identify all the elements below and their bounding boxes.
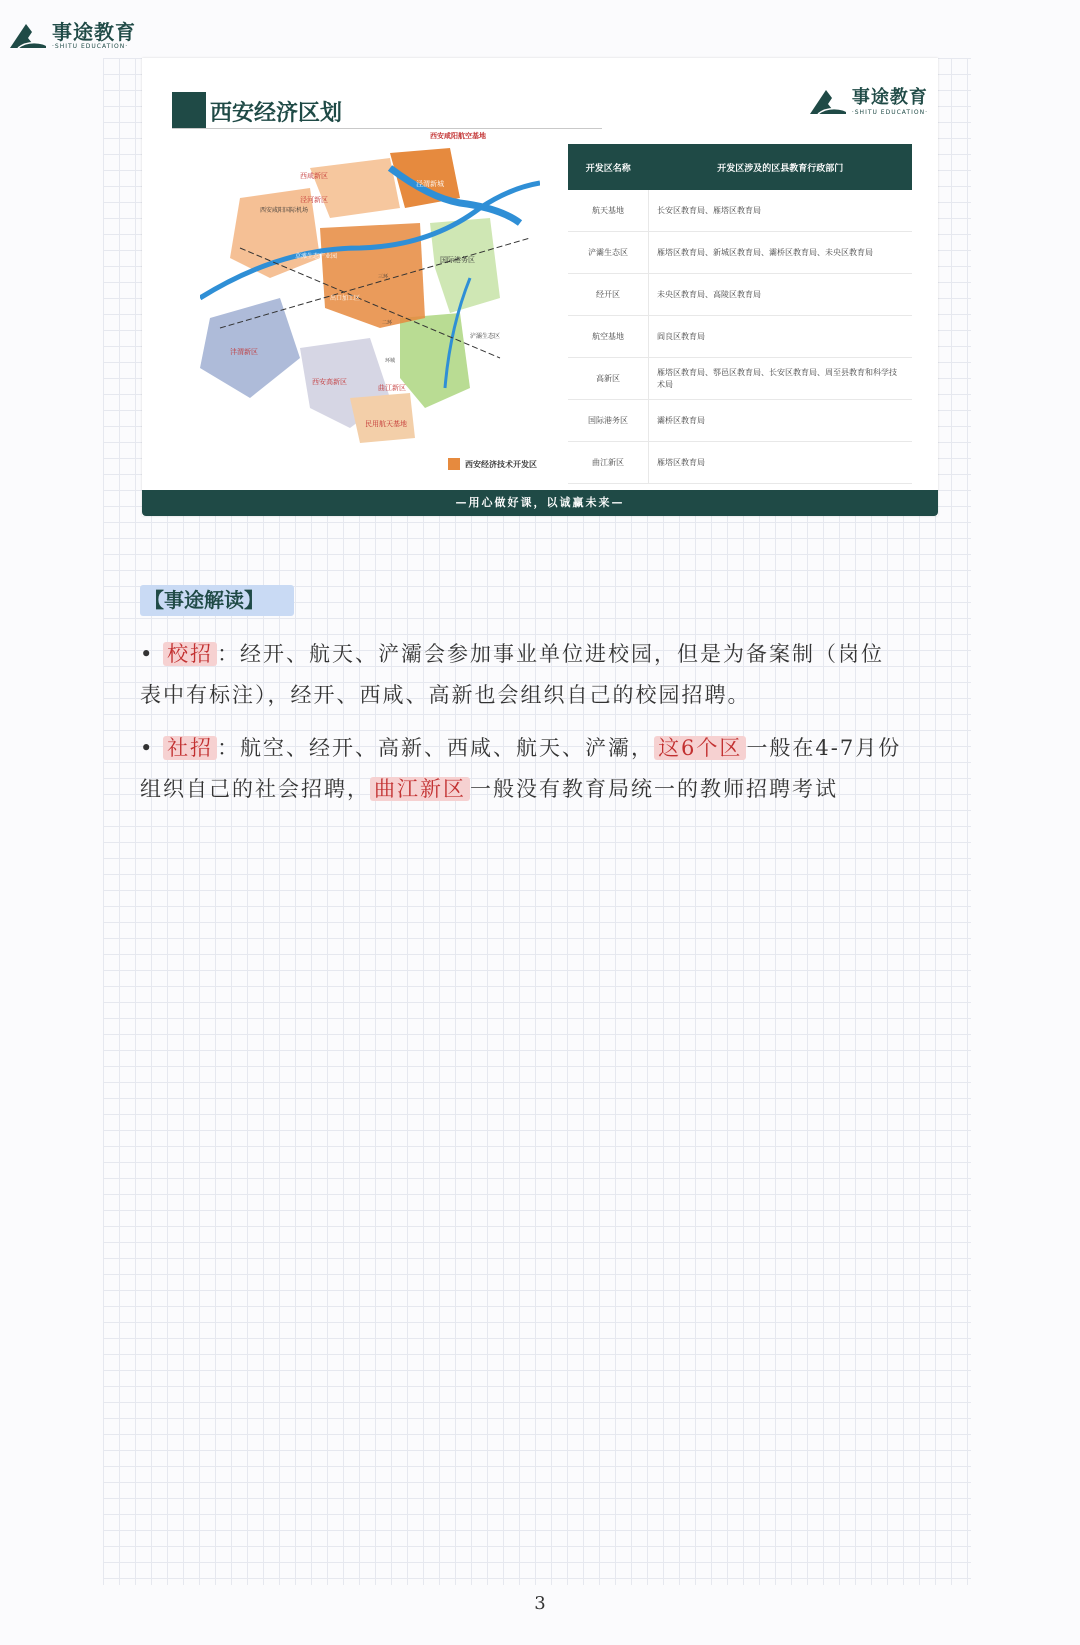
map-label-weihe: 草滩生态产业园 (295, 253, 338, 260)
zone-name: 曲江新区 (568, 442, 649, 484)
header-logo (8, 20, 136, 50)
highlight-social: 社招 (163, 736, 217, 760)
zone-name: 航空基地 (568, 316, 649, 358)
map-label-erhuan: 二环 (382, 320, 393, 326)
social-text-d: 一般没有教育局统一的教师招聘考试 (470, 777, 838, 801)
map-label-chukou: 出口加工区 (330, 295, 361, 302)
map-zone-hangtian (350, 393, 415, 443)
table-row (568, 400, 912, 442)
slide-title: 西安经济区划 (210, 100, 343, 126)
legend-swatch (448, 458, 460, 470)
map-label-chanba: 浐灞生态区 (470, 333, 501, 340)
zone-table-header-name: 开发区名称 (568, 144, 649, 190)
social-text-a: ：航空、经开、高新、西咸、航天、浐灞， (217, 736, 655, 760)
zone-dept: 雁塔区教育局、新城区教育局、灞桥区教育局、未央区教育局 (649, 232, 913, 274)
bullet: • (140, 642, 164, 666)
zone-name: 经开区 (568, 274, 649, 316)
map-label-hangtian: 民用航天基地 (365, 420, 407, 428)
table-row (568, 190, 912, 232)
map-zone-qujiang (400, 313, 470, 408)
zone-dept: 灞桥区教育局 (649, 400, 913, 442)
campus-text-2: 表中有标注），经开、西咸、高新也会组织自己的校园招聘。 (140, 683, 751, 707)
xian-zone-map (200, 128, 540, 488)
highlight-campus: 校招 (163, 642, 217, 666)
map-label-zhongxin: 中心区 (340, 321, 359, 328)
zone-dept: 长安区教育局、雁塔区教育局 (649, 190, 913, 232)
paragraph-social-recruit (140, 728, 940, 810)
zone-name: 浐灞生态区 (568, 232, 649, 274)
zone-dept: 雁塔区教育局 (649, 442, 913, 484)
map-label-fengxi: 沣渭新区 (230, 348, 258, 356)
paragraph-campus-recruit (140, 634, 940, 716)
zone-dept: 雁塔区教育局、鄠邑区教育局、长安区教育局、周至县教育和科学技术局 (649, 358, 913, 400)
map-label-airport: 西安咸阳航空基地 (430, 132, 486, 140)
map-label-intl-port: 国际港务区 (440, 256, 475, 264)
paragraph-social-line-2 (140, 769, 940, 810)
zone-dept: 阎良区教育局 (649, 316, 913, 358)
map-label-qujiang: 曲江新区 (378, 384, 406, 392)
bullet: • (140, 736, 164, 760)
zone-dept: 未央区教育局、高陵区教育局 (649, 274, 913, 316)
zone-name: 航天基地 (568, 190, 649, 232)
table-row (568, 358, 912, 400)
title-bar-decoration (172, 92, 206, 128)
highlight-qujiang: 曲江新区 (370, 777, 470, 801)
table-row (568, 442, 912, 484)
campus-text-1: ：经开、航天、浐灞会参加事业单位进校园，但是为备案制（岗位 (217, 642, 885, 666)
table-row (568, 232, 912, 274)
zone-name: 国际港务区 (568, 400, 649, 442)
map-label-sanhuan: 三环 (378, 274, 389, 280)
zone-table-header-row (568, 144, 912, 190)
social-text-c: 组织自己的社会招聘， (140, 777, 370, 801)
interpretation-badge: 【事途解读】 (140, 585, 294, 616)
logo-mountain-icon (8, 20, 48, 50)
map-zone-center (320, 223, 425, 328)
map-label-huanhuan: 环城 (385, 358, 396, 364)
slide-image (142, 58, 938, 516)
slide-logo-mountain-icon (808, 86, 848, 116)
slide-logo (808, 86, 928, 116)
highlight-six-zones: 这6个区 (654, 736, 746, 760)
header-logo-en: ·SHITU EDUCATION· (52, 42, 129, 50)
slide-footer-slogan: —用心做好课，以诚赢未来— (142, 490, 938, 516)
map-label-xianyang-airport: 西安咸阳国际机场 (260, 207, 309, 214)
zone-name: 高新区 (568, 358, 649, 400)
map-legend (448, 458, 537, 470)
zone-table-header-dept: 开发区涉及的区县教育行政部门 (649, 144, 913, 190)
map-label-jinghe: 泾河新区 (300, 196, 328, 204)
paragraph-campus-line-1 (140, 634, 940, 675)
slide-logo-text: 事途教育 (851, 86, 928, 108)
social-text-b: 一般在4-7月份 (746, 736, 902, 760)
zone-table (568, 144, 912, 484)
slide-logo-en: ·SHITU EDUCATION· (851, 108, 928, 116)
map-label-jingwei: 泾渭新城 (416, 180, 444, 188)
map-label-xixian: 西咸新区 (300, 172, 328, 180)
page-number: 3 (534, 1593, 546, 1614)
paragraph-social-line-1 (140, 728, 940, 769)
table-row (568, 316, 912, 358)
header-logo-text: 事途教育 (52, 19, 136, 44)
table-row (568, 274, 912, 316)
legend-label: 西安经济技术开发区 (465, 459, 537, 469)
map-zone-jinghe (310, 158, 400, 218)
map-label-gaoxin: 西安高新区 (312, 378, 347, 386)
paragraph-campus-line-2 (140, 675, 940, 716)
